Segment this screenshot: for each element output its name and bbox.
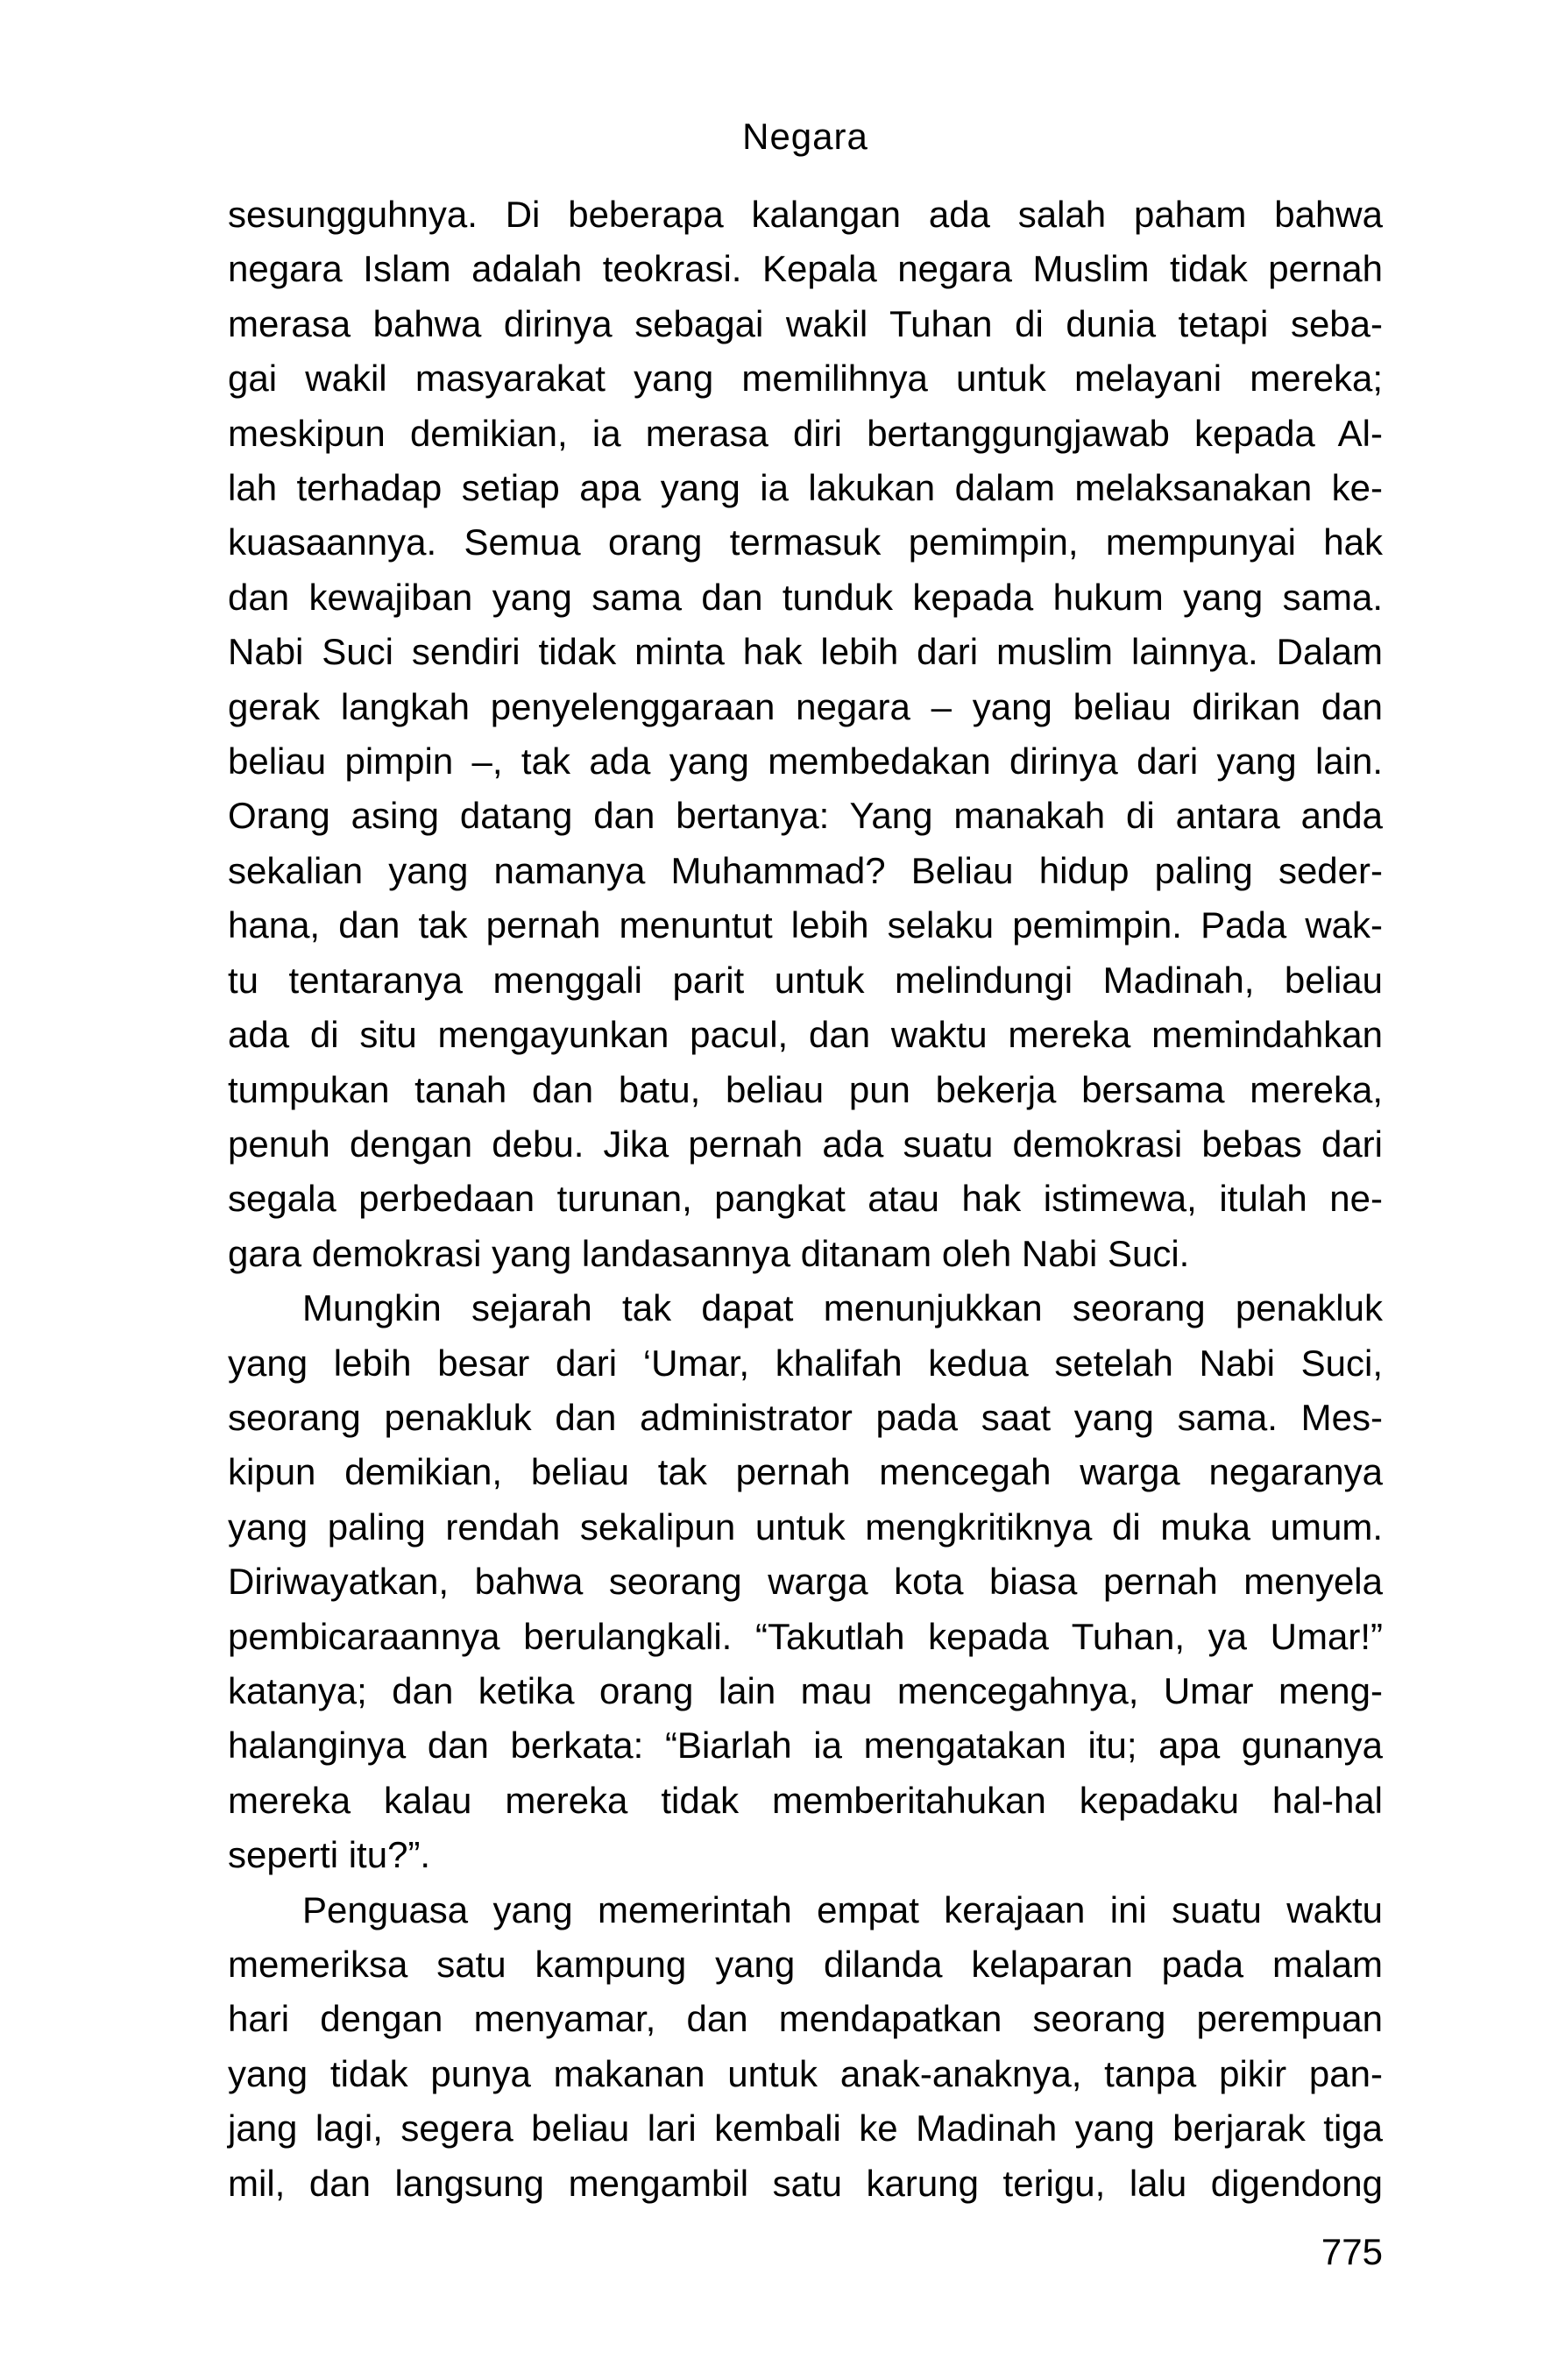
page-number: 775	[1321, 2231, 1383, 2272]
page-title: Negara	[742, 116, 868, 157]
text-line: pembicaraannya berulangkali. “Takutlah kepada Tuhan, ya Umar!”	[228, 1615, 1383, 1657]
text-line: seorang penakluk dan administrator pada saat yang sama. Mes-	[228, 1396, 1383, 1438]
text-line: sesungguhnya. Di beberapa kalangan ada salah paham bahwa	[228, 194, 1383, 235]
text-line: yang paling rendah sekalipun untuk mengkritiknya di muka umum.	[228, 1505, 1383, 1548]
text-line: yang tidak punya makanan untuk anak-anaknya, tanpa pikir pan-	[228, 2052, 1383, 2094]
text-line: Penguasa yang memerintah empat kerajaan ini suatu waktu	[302, 1888, 1383, 1930]
text-line: hana, dan tak pernah menuntut lebih selaku pemimpin. Pada wak-	[228, 904, 1383, 946]
text-line: hari dengan menyamar, dan mendapatkan seorang perempuan	[228, 1998, 1383, 2040]
text-line: dan kewajiban yang sama dan tunduk kepada hukum yang sama.	[228, 576, 1383, 618]
paragraph	[228, 1883, 1383, 2211]
text-line: tu tentaranya menggali parit untuk melindungi Madinah, beliau	[228, 959, 1383, 1001]
text-line: jang lagi, segera beliau lari kembali ke Madinah yang berjarak tiga	[228, 2107, 1383, 2150]
text-line: segala perbedaan turunan, pangkat atau hak istimewa, itulah ne-	[228, 1178, 1383, 1220]
text-line: memeriksa satu kampung yang dilanda kelaparan pada malam	[228, 1944, 1383, 1985]
text-line: ada di situ mengayunkan pacul, dan waktu mereka memindahkan	[228, 1014, 1383, 1056]
text-line: gara demokrasi yang landasannya ditanam oleh Nabi Suci.	[228, 1232, 1190, 1274]
text-line: Diriwayatkan, bahwa seorang warga kota biasa pernah menyela	[228, 1561, 1383, 1603]
text-line: tumpukan tanah dan batu, beliau pun bekerja bersama mereka,	[228, 1068, 1383, 1110]
text-line: kuasaannya. Semua orang termasuk pemimpin, mempunyai hak	[228, 521, 1383, 563]
text-line: sekalian yang namanya Muhammad? Beliau hidup paling seder-	[228, 849, 1383, 891]
paragraph	[228, 1281, 1383, 1882]
text-line: mereka kalau mereka tidak memberitahukan kepadaku hal-hal	[228, 1779, 1383, 1821]
page-body	[228, 188, 1383, 2211]
paragraph	[228, 188, 1383, 1281]
text-line: negara Islam adalah teokrasi. Kepala negara Muslim tidak pernah	[228, 248, 1383, 290]
text-line: kipun demikian, beliau tak pernah mencegah warga negaranya	[228, 1451, 1383, 1493]
text-line: gerak langkah penyelenggaraan negara – yang beliau dirikan dan	[228, 685, 1383, 727]
text-line: meskipun demikian, ia merasa diri bertanggungjawab kepada Al-	[228, 412, 1383, 454]
text-line: lah terhadap setiap apa yang ia lakukan dalam melaksanakan ke-	[228, 467, 1383, 509]
text-line: Nabi Suci sendiri tidak minta hak lebih dari muslim lainnya. Dalam	[228, 631, 1383, 673]
text-line: merasa bahwa dirinya sebagai wakil Tuhan di dunia tetapi seba-	[228, 302, 1383, 344]
text-line: beliau pimpin –, tak ada yang membedakan dirinya dari yang lain.	[228, 740, 1383, 783]
text-line: halanginya dan berkata: “Biarlah ia mengatakan itu; apa gunanya	[228, 1725, 1383, 1767]
text-line: yang lebih besar dari ‘Umar, khalifah kedua setelah Nabi Suci,	[228, 1342, 1383, 1384]
text-line: gai wakil masyarakat yang memilihnya untuk melayani mereka;	[228, 358, 1383, 400]
text-line: katanya; dan ketika orang lain mau mencegahnya, Umar meng-	[228, 1669, 1383, 1711]
text-line: Mungkin sejarah tak dapat menunjukkan seorang penakluk	[302, 1287, 1383, 1329]
text-line: mil, dan langsung mengambil satu karung terigu, lalu digendong	[228, 2162, 1383, 2204]
text-line: Orang asing datang dan bertanya: Yang manakah di antara anda	[228, 795, 1383, 837]
text-line: penuh dengan debu. Jika pernah ada suatu demokrasi bebas dari	[228, 1123, 1383, 1165]
text-line: seperti itu?”.	[228, 1834, 431, 1876]
